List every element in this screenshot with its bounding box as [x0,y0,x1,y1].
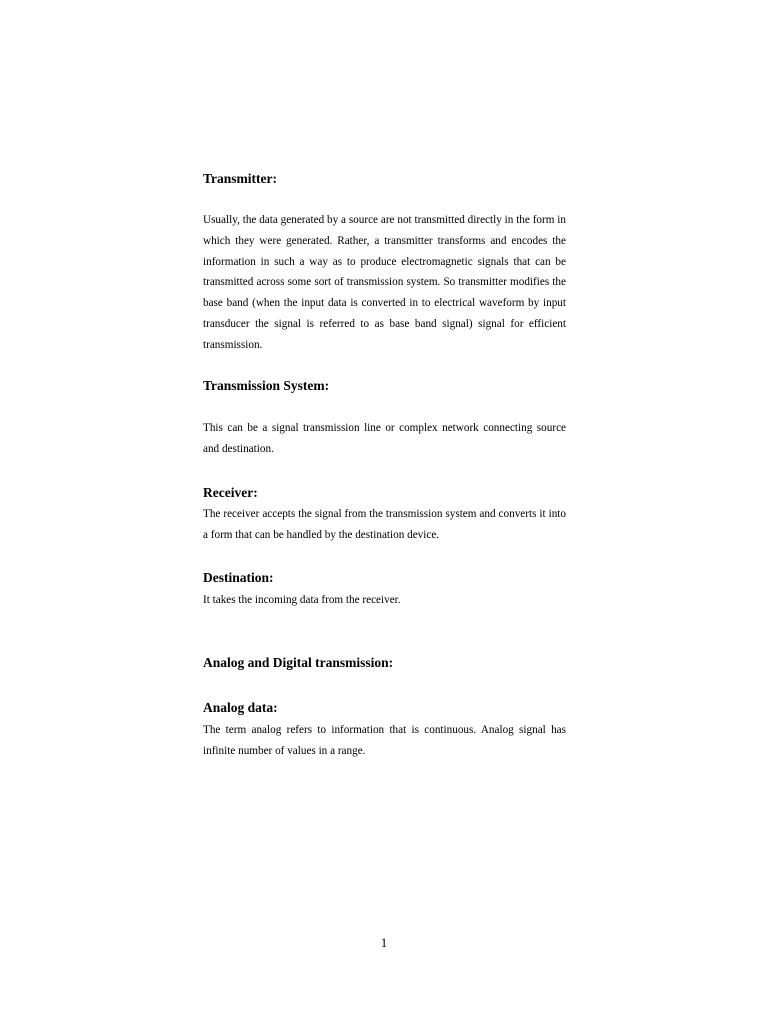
heading-analog-data: Analog data: [203,700,278,715]
heading-transmitter: Transmitter: [203,171,277,186]
paragraph-receiver: The receiver accepts the signal from the transmission system and converts it into a form that can be handled by the destination device. [203,508,566,541]
heading-destination: Destination: [203,570,274,585]
paragraph-transmitter: Usually, the data generated by a source are not transmitted directly in the form in which they were generated. Rather, a transmitter transforms and encodes the information in such a way as to produce electromagnetic signals that can be transmitted across some sort of transmission system. So transmitter modifies the base band (when the input data is converted in to electrical waveform by input transducer the signal is referred to as base band signal) signal for efficient transmission. [203,214,566,351]
heading-transmission-system: Transmission System: [203,378,330,393]
heading-analog-and-digital-transmission: Analog and Digital transmission: [203,655,394,670]
page-number: 1 [380,935,388,950]
heading-receiver: Receiver: [203,485,258,500]
paragraph-destination: It takes the incoming data from the receiver. [203,594,401,606]
page-number-container [0,935,768,951]
paragraph-analog-data: The term analog refers to information that is continuous. Analog signal has infinite number of values in a range. [203,724,566,757]
paragraph-transmission-system: This can be a signal transmission line or complex network connecting source and destination. [203,422,566,455]
